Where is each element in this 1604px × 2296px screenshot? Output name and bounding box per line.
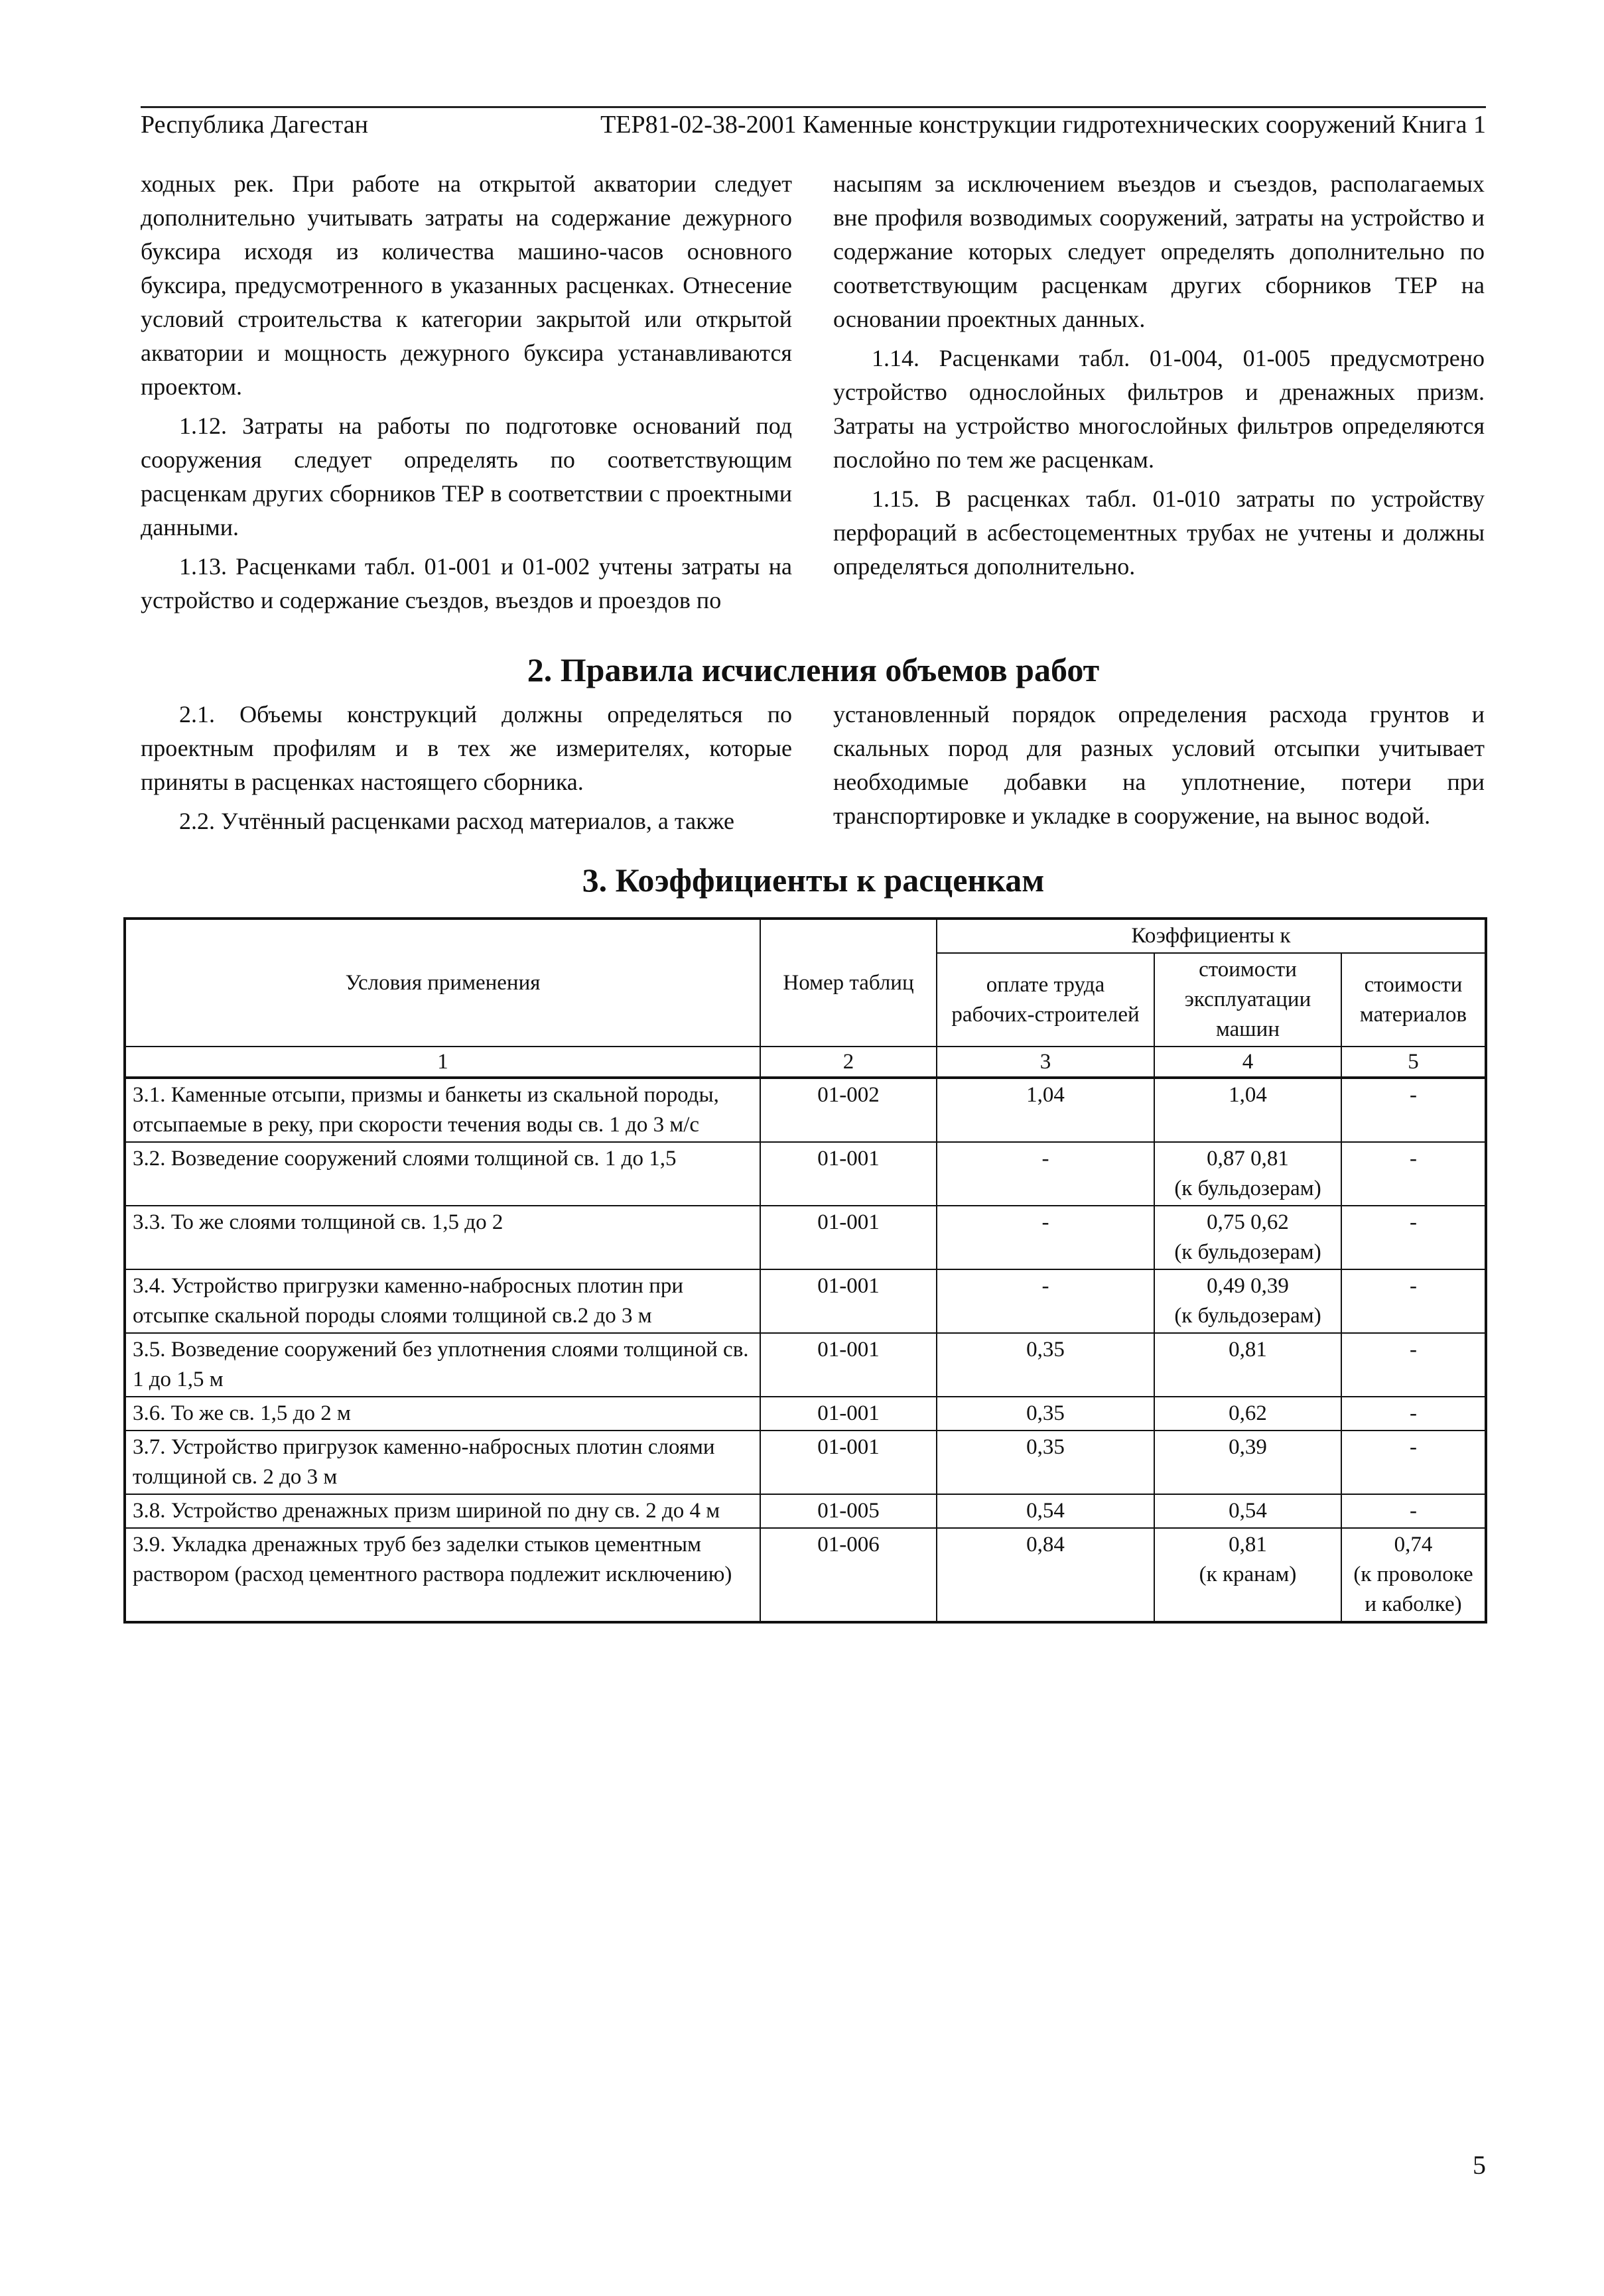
machines-coef-cell	[1154, 1528, 1341, 1622]
table-row	[125, 1397, 1486, 1431]
machines-coef-cell	[1154, 1431, 1341, 1494]
materials-coef-cell	[1341, 1206, 1486, 1269]
labor-coef-cell: 0,84	[937, 1528, 1154, 1622]
materials-coef-value: -	[1410, 1338, 1417, 1362]
materials-coef-cell	[1341, 1142, 1486, 1206]
table-number-cell: 01-001	[760, 1269, 937, 1333]
condition-cell: 3.8. Устройство дренажных призм шириной по дну св. 2 до 4 м	[125, 1494, 760, 1528]
paragraph: установленный порядок определения расхода грунтов и скальных пород для разных условий отсыпки учитывает необходимые добавки на уплотнение, потери при транспортировке и укладке в сооружение, на вынос водой.	[833, 701, 1485, 829]
table-row	[125, 1431, 1486, 1494]
materials-coef-value: -	[1410, 1401, 1417, 1425]
column-number: 2	[760, 1047, 937, 1078]
materials-coef-value: -	[1410, 1499, 1417, 1523]
header-coefficients-group: Коэффициенты к	[937, 919, 1486, 953]
condition-cell: 3.7. Устройство пригрузок каменно-набросных плотин слоями толщиной св. 2 до 3 м	[125, 1431, 760, 1494]
materials-coef-value: -	[1410, 1435, 1417, 1459]
condition-cell: 3.1. Каменные отсыпи, призмы и банкеты из скальной породы, отсыпаемые в реку, при скорости течения воды св. 1 до 3 м/с	[125, 1078, 760, 1142]
labor-coef-cell: 1,04	[937, 1078, 1154, 1142]
section3-title: 3. Коэффициенты к расценкам	[582, 861, 1045, 899]
header-machines: стоимости эксплуатации машин	[1154, 953, 1341, 1047]
materials-coef-cell	[1341, 1431, 1486, 1494]
table-number-cell: 01-001	[760, 1206, 937, 1269]
machines-coef-cell	[1154, 1206, 1341, 1269]
section2-right-column	[833, 698, 1485, 838]
materials-coef-value: -	[1410, 1210, 1417, 1234]
machines-coef-cell	[1154, 1142, 1341, 1206]
materials-coef-value: -	[1410, 1274, 1417, 1298]
header-labor: оплате труда рабочих-строителей	[937, 953, 1154, 1047]
machines-coef-value: 0,62	[1229, 1401, 1267, 1425]
condition-cell: 3.4. Устройство пригрузки каменно-набросных плотин при отсыпке скальной породы слоями толщиной св.2 до 3 м	[125, 1269, 760, 1333]
section1-left-column	[141, 167, 792, 623]
machines-coef-value: 0,87 0,81	[1207, 1147, 1289, 1171]
materials-coef-cell	[1341, 1269, 1486, 1333]
labor-coef-cell: -	[937, 1269, 1154, 1333]
machines-coef-note: (к бульдозерам)	[1174, 1240, 1321, 1264]
table-row	[125, 1494, 1486, 1528]
page-number: 5	[1473, 2150, 1486, 2180]
materials-coef-cell	[1341, 1528, 1486, 1622]
condition-cell: 3.2. Возведение сооружений слоями толщиной св. 1 до 1,5	[125, 1142, 760, 1206]
coefficients-table	[123, 917, 1487, 1624]
header-conditions: Условия применения	[125, 919, 760, 1047]
paragraph: 2.1. Объемы конструкций должны определяться по проектным профилям и в тех же измерителях, которые приняты в расценках настоящего сборника.	[141, 701, 792, 795]
table-number-cell: 01-001	[760, 1397, 937, 1431]
header-materials: стоимости материалов	[1341, 953, 1486, 1047]
table-row	[125, 1142, 1486, 1206]
materials-coef-value: -	[1410, 1083, 1417, 1107]
table-number-cell: 01-002	[760, 1078, 937, 1142]
labor-coef-cell: -	[937, 1206, 1154, 1269]
paragraph: 1.14. Расценками табл. 01-004, 01-005 предусмотрено устройство однослойных фильтров и дренажных призм. Затраты на устройство многослойных фильтров определяются послойно по тем же расценкам.	[833, 345, 1485, 473]
labor-coef-cell: -	[937, 1142, 1154, 1206]
machines-coef-value: 1,04	[1229, 1083, 1267, 1107]
table-number-cell: 01-006	[760, 1528, 937, 1622]
machines-coef-cell	[1154, 1397, 1341, 1431]
machines-coef-note: (к бульдозерам)	[1174, 1177, 1321, 1200]
labor-coef-cell: 0,35	[937, 1431, 1154, 1494]
table-row	[125, 1333, 1486, 1397]
paragraph: ходных рек. При работе на открытой акватории следует дополнительно учитывать затраты на содержание дежурного буксира исходя из количества машино-часов основного буксира, предусмотренного в указанных расценках. Отнесение условий строительства к категории закрытой или открытой акватории и мощность дежурного буксира устанавливаются проектом.	[141, 170, 792, 400]
materials-coef-cell	[1341, 1494, 1486, 1528]
table-number-cell: 01-005	[760, 1494, 937, 1528]
section2-left-column	[141, 698, 792, 844]
column-number: 5	[1341, 1047, 1486, 1078]
machines-coef-cell	[1154, 1494, 1341, 1528]
machines-coef-cell	[1154, 1333, 1341, 1397]
table-number-cell: 01-001	[760, 1431, 937, 1494]
condition-cell: 3.5. Возведение сооружений без уплотнения слоями толщиной св. 1 до 1,5 м	[125, 1333, 760, 1397]
column-number: 1	[125, 1047, 760, 1078]
materials-coef-value: 0,74	[1394, 1533, 1433, 1557]
table-row	[125, 1269, 1486, 1333]
materials-coef-cell	[1341, 1333, 1486, 1397]
machines-coef-cell	[1154, 1269, 1341, 1333]
table-number-cell: 01-001	[760, 1333, 937, 1397]
column-number: 3	[937, 1047, 1154, 1078]
labor-coef-cell: 0,35	[937, 1397, 1154, 1431]
table-row	[125, 1206, 1486, 1269]
machines-coef-value: 0,54	[1229, 1499, 1267, 1523]
machines-coef-cell	[1154, 1078, 1341, 1142]
condition-cell: 3.6. То же св. 1,5 до 2 м	[125, 1397, 760, 1431]
header-region: Республика Дагестан	[141, 111, 368, 139]
machines-coef-value: 0,75 0,62	[1207, 1210, 1289, 1234]
running-header	[141, 106, 1486, 139]
header-table-number: Номер таблиц	[760, 919, 937, 1047]
paragraph: 1.12. Затраты на работы по подготовке оснований под сооружения следует определять по соответствующим расценкам других сборников ТЕР в соответствии с проектными данными.	[141, 413, 792, 541]
machines-coef-note: (к бульдозерам)	[1174, 1304, 1321, 1328]
condition-cell: 3.9. Укладка дренажных труб без заделки стыков цементным раствором (расход цементного раствора подлежит исключению)	[125, 1528, 760, 1622]
paragraph: 1.15. В расценках табл. 01-010 затраты по устройству перфораций в асбестоцементных трубах не учтены и должны определяться дополнительно.	[833, 485, 1485, 580]
machines-coef-note: (к кранам)	[1199, 1563, 1297, 1586]
materials-coef-cell	[1341, 1397, 1486, 1431]
table-row	[125, 1078, 1486, 1142]
materials-coef-cell	[1341, 1078, 1486, 1142]
machines-coef-value: 0,49 0,39	[1207, 1274, 1289, 1298]
paragraph: 2.2. Учтённый расценками расход материалов, а также	[179, 808, 734, 834]
column-number-row	[125, 1047, 1486, 1078]
labor-coef-cell: 0,35	[937, 1333, 1154, 1397]
table-row	[125, 1528, 1486, 1622]
machines-coef-value: 0,81	[1229, 1533, 1267, 1557]
materials-coef-note: (к проволоке и каболке)	[1353, 1563, 1473, 1616]
labor-coef-cell: 0,54	[937, 1494, 1154, 1528]
section2-title: 2. Правила исчисления объемов работ	[527, 651, 1100, 688]
machines-coef-value: 0,39	[1229, 1435, 1267, 1459]
column-number: 4	[1154, 1047, 1341, 1078]
machines-coef-value: 0,81	[1229, 1338, 1267, 1362]
section1-right-column	[833, 167, 1485, 589]
materials-coef-value: -	[1410, 1147, 1417, 1171]
paragraph: 1.13. Расценками табл. 01-001 и 01-002 учтены затраты на устройство и содержание съездов, въездов и проездов по	[141, 553, 792, 613]
header-document-title: ТЕР81-02-38-2001 Каменные конструкции гидротехнических сооружений Книга 1	[600, 111, 1486, 139]
paragraph: насыпям за исключением въездов и съездов, располагаемых вне профиля возводимых сооружений, затраты на устройство и содержание которых следует определять дополнительно по соответствующим расценкам других сборников ТЕР на основании проектных данных.	[833, 170, 1485, 332]
table-number-cell: 01-001	[760, 1142, 937, 1206]
condition-cell: 3.3. То же слоями толщиной св. 1,5 до 2	[125, 1206, 760, 1269]
